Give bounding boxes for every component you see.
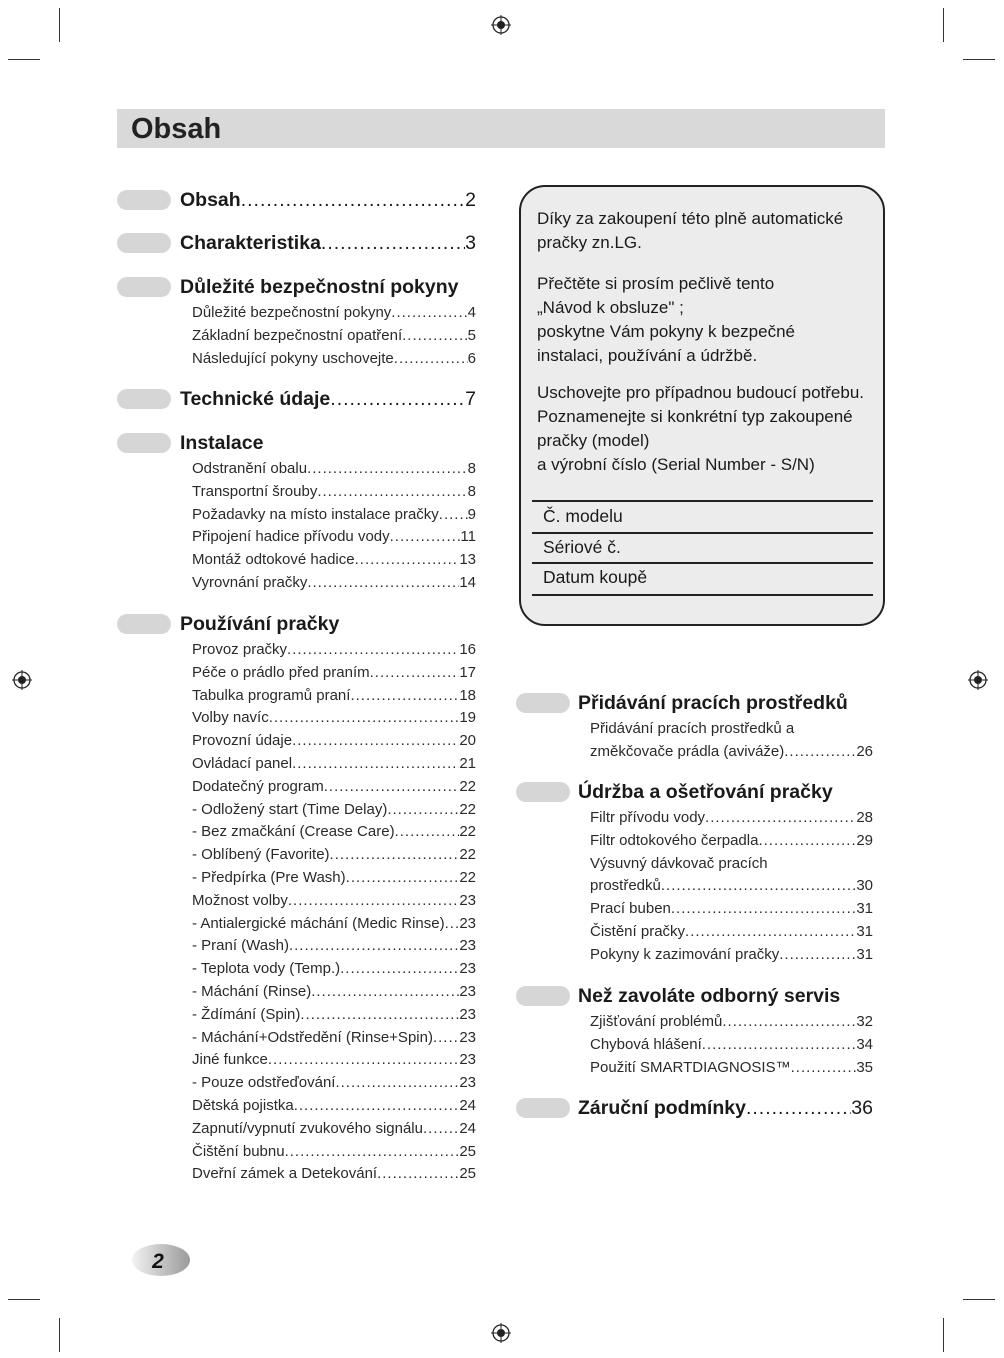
dot-leader [661, 875, 856, 898]
entry-label: Následující pokyny uschovejte [192, 349, 394, 367]
toc-entry[interactable] [192, 458, 476, 481]
page-ref: 31 [856, 945, 873, 963]
page-ref: 32 [856, 1013, 873, 1030]
dot-leader [287, 639, 459, 662]
page-ref: 23 [459, 1051, 476, 1069]
entry-label: Dodatečný program [192, 777, 324, 795]
page-ref: 28 [856, 809, 873, 826]
entry-label: Důležité bezpečnostní pokyny [180, 276, 459, 298]
crop-mark [963, 1299, 995, 1300]
toc-heading[interactable] [578, 777, 873, 807]
toc-entry[interactable] [192, 572, 476, 595]
toc-heading[interactable] [578, 981, 873, 1011]
entry-label: Volby navíc [192, 709, 269, 727]
entry-label: Údržba a ošetřování pračky [578, 781, 833, 803]
page-ref: 2 [465, 189, 476, 211]
toc-heading[interactable] [180, 384, 476, 414]
page-ref: 24 [459, 1119, 476, 1137]
entry-label: Obsah [180, 189, 241, 211]
page-ref: 23 [459, 1005, 476, 1023]
page-ref: 23 [459, 1074, 476, 1092]
dot-leader [423, 1118, 459, 1141]
dot-leader [784, 741, 856, 764]
crop-mark [963, 59, 995, 60]
dot-leader [241, 185, 465, 215]
section-marker [117, 389, 171, 409]
entry-label: Čistění pračky [590, 923, 686, 940]
entry-label: Připojení hadice přívodu vody [192, 528, 390, 546]
entry-label: - Máchání+Odstředění (Rinse+Spin) [192, 1028, 433, 1046]
toc-entry[interactable] [192, 1049, 476, 1072]
crop-mark [8, 1299, 40, 1300]
section-marker [117, 614, 171, 634]
entry-label: Čištění bubnu [192, 1142, 285, 1160]
page-ref: 5 [467, 326, 476, 344]
entry-label: - Praní (Wash) [192, 937, 289, 955]
info-line: Uschovejte pro případnou budoucí potřebu. [537, 383, 865, 402]
field-rule [532, 594, 873, 596]
field-label: Sériové č. [543, 536, 621, 557]
dot-leader [702, 1034, 857, 1057]
dot-leader [330, 384, 465, 414]
dot-leader [300, 1004, 459, 1027]
registration-mark-icon [12, 670, 32, 690]
toc-entry[interactable] [192, 685, 476, 708]
entry-label: změkčovače prádla (aviváže) [590, 742, 785, 760]
page-ref: 21 [459, 755, 476, 772]
page-ref: 35 [856, 1058, 873, 1076]
page-ref: 7 [465, 388, 476, 410]
entry-label: Pokyny k zazimování pračky [590, 945, 780, 963]
toc-entry[interactable] [192, 730, 476, 753]
entry-label: Jiné funkce [192, 1051, 268, 1069]
entry-label: Záruční podmínky [578, 1097, 746, 1119]
info-paragraph [537, 207, 843, 255]
dot-leader [377, 1163, 459, 1186]
info-line: instalaci, používání a údržbě. [537, 346, 758, 365]
entry-label: Výsuvný dávkovač pracích [590, 854, 768, 872]
dot-leader [685, 921, 856, 944]
toc-entry[interactable] [192, 481, 476, 504]
section-marker [516, 782, 570, 802]
page-ref: 9 [467, 505, 476, 523]
toc-entry[interactable] [192, 526, 476, 549]
toc-entry[interactable] [590, 830, 873, 853]
dot-leader [395, 821, 460, 844]
entry-label: Provozní údaje [192, 732, 293, 750]
page-ref: 23 [459, 960, 476, 978]
toc-entry[interactable] [192, 1141, 476, 1164]
dot-leader [391, 302, 467, 325]
page-ref: 25 [459, 1165, 476, 1183]
toc-entry[interactable] [590, 718, 873, 741]
toc-entry[interactable] [192, 1004, 476, 1027]
dot-leader [307, 458, 468, 481]
info-line: poskytne Vám pokyny k bezpečné [537, 322, 795, 341]
page-ref: 23 [459, 914, 476, 932]
page-ref: 17 [459, 663, 476, 681]
toc-entry[interactable] [192, 844, 476, 867]
dot-leader [289, 935, 459, 958]
page-ref: 24 [459, 1097, 476, 1114]
section-marker [516, 693, 570, 713]
page-ref: 25 [459, 1142, 476, 1160]
entry-label: Požadavky na místo instalace pračky [192, 505, 439, 523]
entry-label: Používání pračky [180, 613, 340, 635]
page-ref: 4 [467, 304, 476, 321]
entry-label: Instalace [180, 432, 264, 454]
entry-label: Odstranění obalu [192, 460, 308, 477]
info-line: a výrobní číslo (Serial Number - S/N) [537, 455, 815, 474]
toc-heading[interactable] [180, 272, 476, 302]
toc-entry[interactable] [192, 348, 476, 371]
page-ref: 3 [465, 232, 476, 254]
entry-label: Filtr přívodu vody [590, 809, 706, 826]
entry-label: Použití SMARTDIAGNOSIS™ [590, 1058, 791, 1076]
entry-label: Provoz pračky [192, 641, 288, 658]
page-ref: 13 [459, 551, 476, 569]
entry-label: Montáž odtokové hadice [192, 551, 355, 569]
page-ref: 31 [856, 923, 873, 940]
entry-label: Možnost volby [192, 891, 288, 909]
page-ref: 11 [460, 528, 476, 546]
crop-mark [8, 59, 40, 60]
toc-heading[interactable] [180, 228, 476, 258]
toc-entry[interactable] [192, 867, 476, 890]
toc-entry[interactable] [192, 1163, 476, 1186]
crop-mark [943, 1318, 944, 1352]
dot-leader [439, 504, 468, 527]
info-box [519, 185, 885, 626]
page-ref: 34 [856, 1035, 873, 1053]
info-paragraph [537, 272, 795, 368]
dot-leader [321, 228, 465, 258]
entry-label: Než zavoláte odborný servis [578, 985, 841, 1007]
dot-leader [292, 730, 459, 753]
page-title-bar [117, 109, 885, 148]
entry-label: - Oblíbený (Favorite) [192, 846, 330, 864]
entry-label: - Máchání (Rinse) [192, 983, 312, 1000]
toc-heading[interactable] [180, 609, 476, 639]
dot-leader [705, 807, 856, 830]
toc-heading[interactable] [180, 185, 476, 215]
page-ref: 14 [459, 574, 476, 591]
page-ref: 22 [459, 869, 476, 886]
dot-leader [355, 549, 460, 572]
dot-leader [370, 662, 460, 685]
dot-leader [758, 830, 856, 853]
entry-label: Základní bezpečnostní opatření [192, 326, 403, 344]
page-ref: 18 [459, 686, 476, 704]
field-label: Č. modelu [543, 506, 623, 526]
toc-entry[interactable] [192, 549, 476, 572]
entry-label: Zjišťování problémů [590, 1013, 723, 1030]
entry-label: Dveřní zámek a Detekování [192, 1165, 378, 1183]
page-ref: 22 [459, 846, 476, 864]
dot-leader [791, 1057, 857, 1080]
entry-label: Dětská pojistka [192, 1097, 294, 1114]
toc-heading[interactable] [180, 428, 476, 458]
dot-leader [292, 753, 459, 776]
entry-label: Technické údaje [180, 388, 331, 410]
section-marker [117, 277, 171, 297]
section-marker [117, 233, 171, 253]
entry-label: - Odložený start (Time Delay) [192, 800, 388, 818]
toc-entry[interactable] [590, 1034, 873, 1057]
toc-entry[interactable] [590, 1011, 873, 1034]
info-line: Poznamenejte si konkrétní typ zakoupené [537, 407, 853, 426]
page-ref: 23 [459, 983, 476, 1000]
toc-entry[interactable] [192, 1095, 476, 1118]
toc-entry[interactable] [192, 662, 476, 685]
dot-leader [294, 1095, 460, 1118]
toc-heading[interactable] [578, 1093, 873, 1123]
page-ref: 22 [459, 777, 476, 795]
field-rule [532, 500, 873, 502]
info-line: Přečtěte si prosím pečlivě tento [537, 274, 775, 293]
entry-label: Důležité bezpečnostní pokyny [192, 304, 392, 321]
info-paragraph [537, 381, 864, 477]
dot-leader [269, 707, 460, 730]
section-marker [117, 190, 171, 210]
entry-label: - Pouze odstřeďování [192, 1074, 336, 1092]
toc-entry[interactable] [590, 898, 873, 921]
registration-mark-icon [491, 1323, 511, 1343]
dot-leader [722, 1011, 856, 1034]
section-marker [516, 1098, 570, 1118]
entry-label: - Předpírka (Pre Wash) [192, 869, 346, 886]
toc-entry[interactable] [192, 302, 476, 325]
section-marker [117, 433, 171, 453]
dot-leader [268, 1049, 459, 1072]
dot-leader [394, 348, 468, 371]
dot-leader [330, 844, 460, 867]
dot-leader [340, 958, 459, 981]
field-label: Datum koupě [543, 567, 648, 587]
entry-label: - Ždímání (Spin) [192, 1005, 301, 1023]
toc-entry[interactable] [192, 776, 476, 799]
page-ref: 6 [467, 349, 476, 367]
entry-label: Tabulka programů praní [192, 686, 351, 704]
toc-entry[interactable] [192, 707, 476, 730]
toc-entry[interactable] [192, 1027, 476, 1050]
dot-leader [324, 776, 460, 799]
info-line: pračky zn.LG. [537, 233, 642, 252]
toc-entry[interactable] [192, 1072, 476, 1095]
info-line: „Návod k obsluze" ; [537, 298, 684, 317]
toc-entry[interactable] [192, 958, 476, 981]
page-ref: 23 [459, 1028, 476, 1046]
page-ref: 30 [856, 877, 873, 895]
page-ref: 31 [856, 900, 873, 918]
dot-leader [288, 890, 459, 913]
toc-entry[interactable] [590, 807, 873, 830]
toc-entry[interactable] [192, 799, 476, 822]
entry-label: Vyrovnání pračky [192, 574, 308, 591]
entry-label: Transportní šrouby [192, 482, 318, 500]
dot-leader [346, 867, 460, 890]
entry-label: Chybová hlášení [590, 1035, 702, 1053]
page-number-badge [125, 1243, 191, 1277]
toc-entry[interactable] [192, 935, 476, 958]
page-ref: 22 [459, 800, 476, 818]
page-ref: 8 [467, 482, 476, 500]
page-ref: 23 [459, 891, 476, 909]
page-title: Obsah [131, 113, 222, 145]
dot-leader [387, 799, 459, 822]
toc-entry[interactable] [590, 1057, 873, 1080]
field-rule [532, 532, 873, 534]
field-rule [532, 562, 873, 564]
dot-leader [311, 981, 459, 1004]
entry-label: Zapnutí/vypnutí zvukového signálu [192, 1119, 423, 1137]
entry-label: prostředků [590, 877, 661, 895]
page-ref: 29 [856, 831, 873, 849]
toc-entry[interactable] [590, 944, 873, 967]
toc-entry[interactable] [192, 981, 476, 1004]
dot-leader [445, 913, 460, 936]
entry-label: Filtr odtokového čerpadla [590, 831, 759, 849]
page-ref: 22 [459, 823, 476, 841]
dot-leader [307, 572, 459, 595]
entry-label: Péče o prádlo před praním [192, 663, 370, 681]
toc-entry[interactable] [192, 504, 476, 527]
toc-entry[interactable] [192, 1118, 476, 1141]
toc-entry[interactable] [590, 853, 873, 876]
page-ref: 36 [851, 1097, 873, 1119]
entry-label: - Bez zmačkání (Crease Care) [192, 823, 395, 841]
info-line: Díky za zakoupení této plně automatické [537, 209, 844, 228]
dot-leader [746, 1093, 851, 1123]
toc-entry[interactable] [192, 913, 476, 936]
registration-mark-icon [968, 670, 988, 690]
page-ref: 23 [459, 937, 476, 955]
page-ref: 26 [856, 742, 873, 760]
registration-mark-icon [491, 15, 511, 35]
dot-leader [335, 1072, 459, 1095]
toc-entry[interactable] [590, 741, 873, 764]
page-number: 2 [152, 1250, 164, 1273]
dot-leader [671, 898, 856, 921]
entry-label: Přidávání pracích prostředků a [590, 720, 795, 737]
toc-entry[interactable] [590, 875, 873, 898]
dot-leader [779, 944, 856, 967]
page-ref: 16 [459, 641, 476, 658]
dot-leader [317, 481, 467, 504]
entry-label: Ovládací panel [192, 755, 293, 772]
dot-leader [433, 1027, 459, 1050]
dot-leader [402, 325, 468, 348]
crop-mark [59, 8, 60, 42]
toc-entry[interactable] [192, 821, 476, 844]
info-line: pračky (model) [537, 431, 650, 450]
toc-entry[interactable] [192, 325, 476, 348]
entry-label: Přidávání pracích prostředků [578, 692, 848, 714]
entry-label: - Teplota vody (Temp.) [192, 960, 341, 978]
toc-entry[interactable] [590, 921, 873, 944]
page-ref: 20 [459, 732, 476, 750]
entry-label: Prací buben [590, 900, 671, 918]
entry-label: Charakteristika [180, 232, 321, 254]
toc-entry[interactable] [192, 890, 476, 913]
dot-leader [390, 526, 461, 549]
page-ref: 19 [459, 709, 476, 727]
toc-entry[interactable] [192, 639, 476, 662]
crop-mark [59, 1318, 60, 1352]
dot-leader [350, 685, 459, 708]
crop-mark [943, 8, 944, 42]
toc-entry[interactable] [192, 753, 476, 776]
toc-heading[interactable] [578, 688, 873, 718]
entry-label: - Antialergické máchání (Medic Rinse) [192, 914, 445, 932]
dot-leader [285, 1141, 460, 1164]
section-marker [516, 986, 570, 1006]
page-ref: 8 [467, 460, 476, 477]
